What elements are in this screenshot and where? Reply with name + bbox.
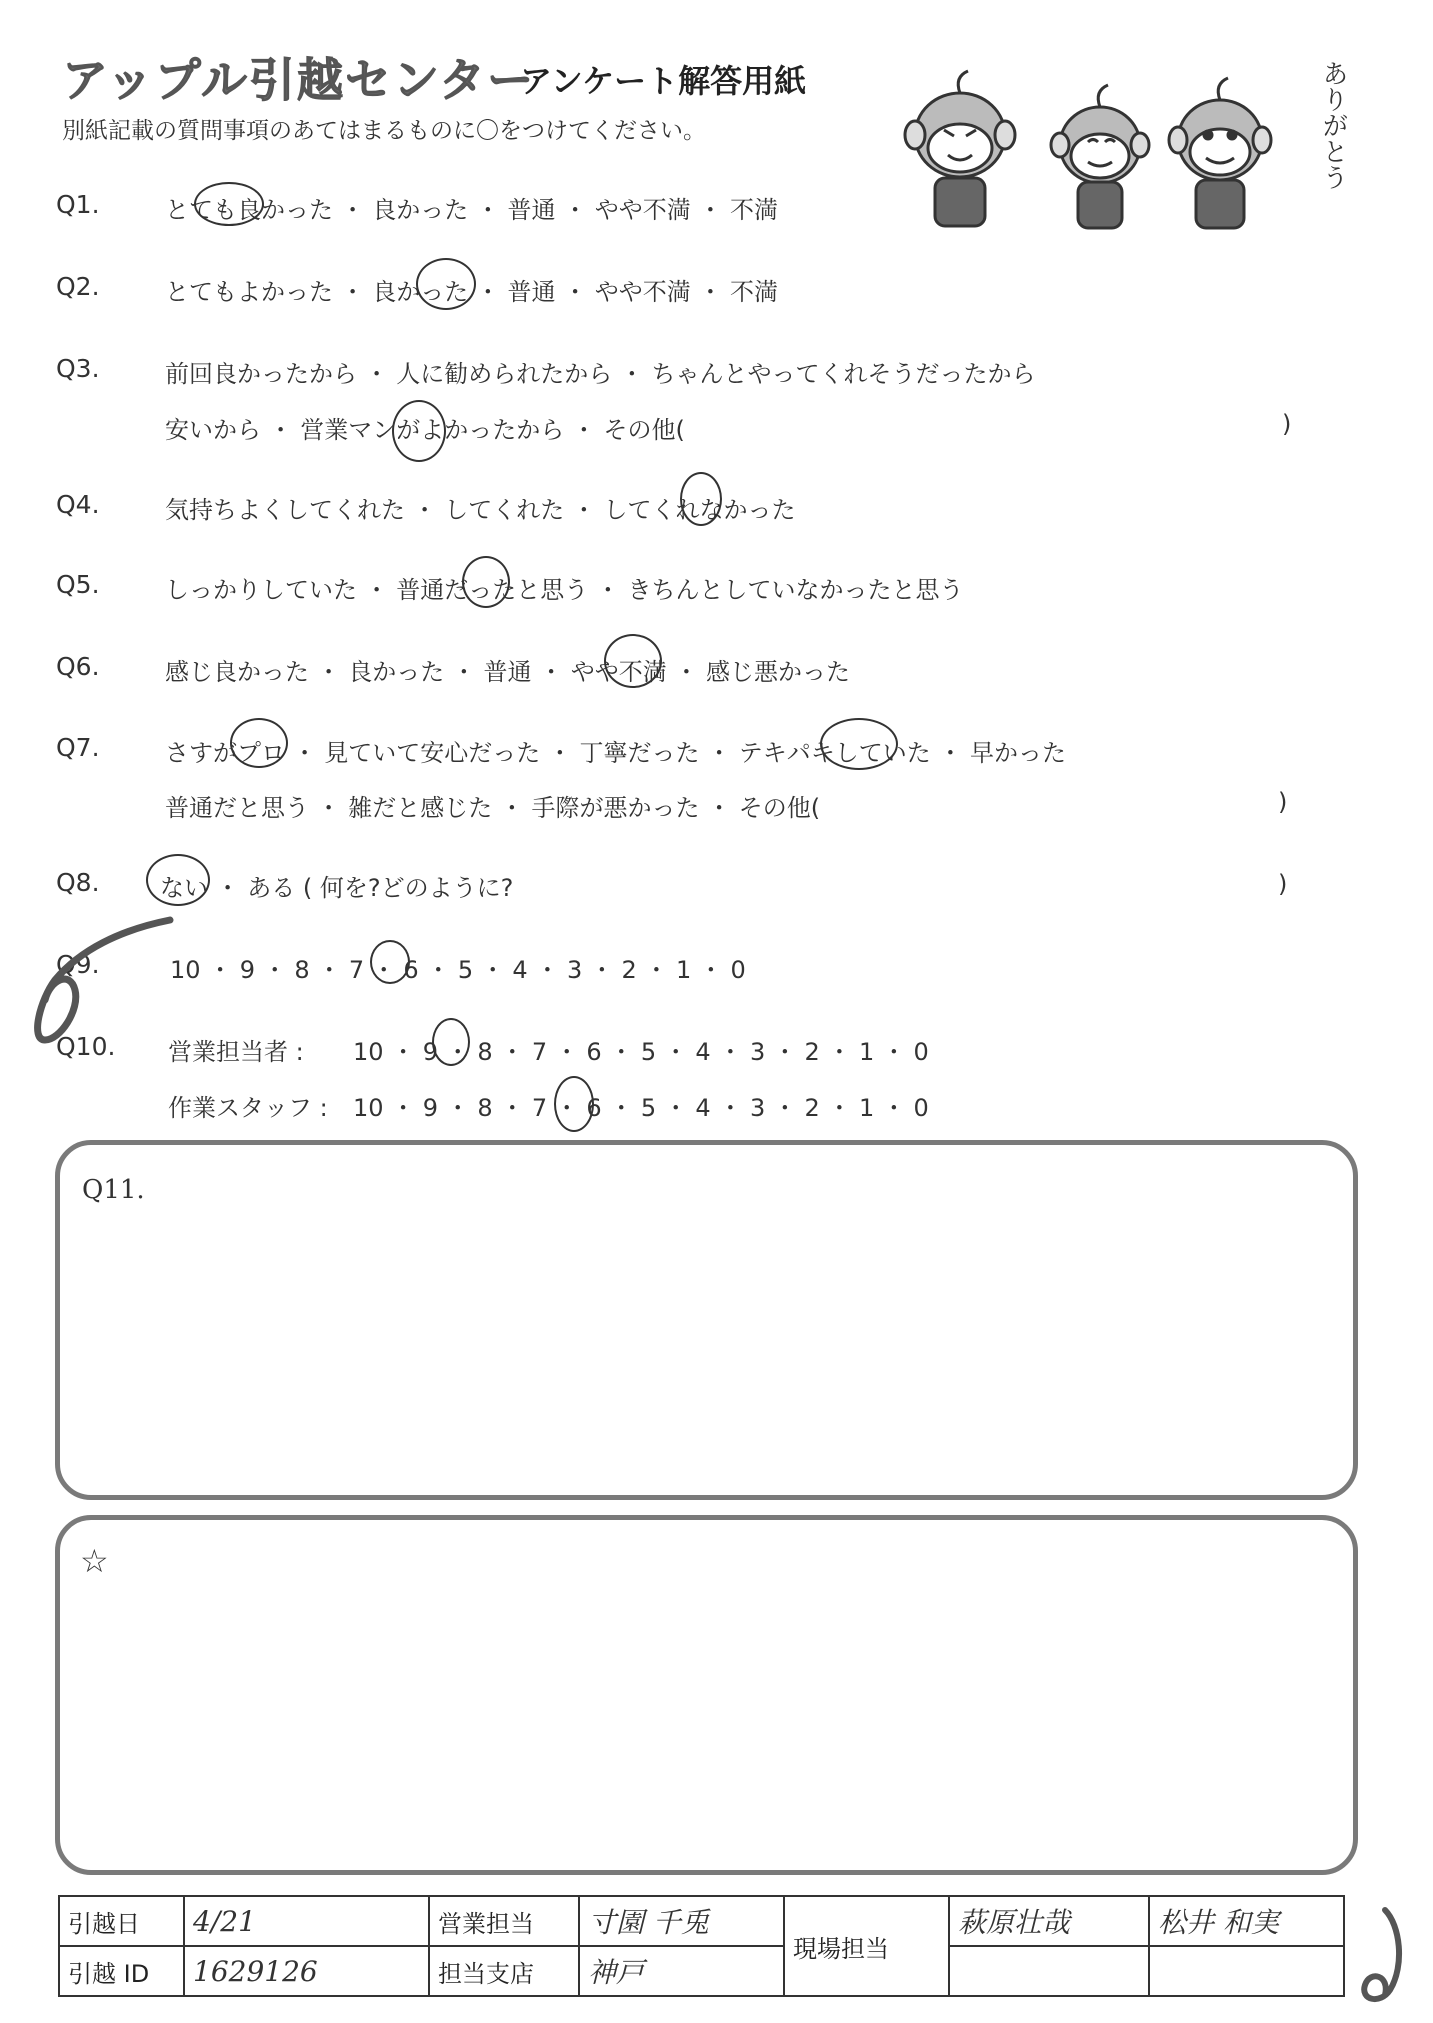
- q10-sales-scale[interactable]: 10 ・ 9 ・ 8 ・ 7 ・ 6 ・ 5 ・ 4 ・ 3 ・ 2 ・ 1 ・ 0: [353, 1038, 929, 1066]
- q3-options-line1[interactable]: 前回良かったから ・ 人に勧められたから ・ ちゃんとやってくれそうだったから: [165, 360, 1036, 388]
- q3-selection-mark: [392, 400, 446, 462]
- q8-options[interactable]: ない ・ ある ( 何を?どのように?: [160, 874, 514, 902]
- site-rep-extra-1[interactable]: [949, 1946, 1149, 1996]
- branch-value[interactable]: 神戸: [579, 1946, 784, 1996]
- sales-rep-value[interactable]: 寸園 千兎: [579, 1896, 784, 1946]
- q9-selection-mark: [370, 940, 410, 984]
- q2-number: Q2.: [56, 272, 100, 301]
- company-title: アップル引越センター: [62, 53, 536, 107]
- q10-staff-selection-mark: [554, 1076, 594, 1132]
- q4-selection-mark: [680, 472, 722, 526]
- q9-scale[interactable]: 10 ・ 9 ・ 8 ・ 7 ・ 6 ・ 5 ・ 4 ・ 3 ・ 2 ・ 1 ・ 0: [170, 956, 746, 984]
- q7-selection-mark-1: [230, 718, 288, 768]
- q8-selection-mark: [146, 854, 210, 906]
- q10-sales-label: 営業担当者 :: [168, 1038, 304, 1066]
- q1-options[interactable]: とても良かった ・ 良かった ・ 普通 ・ やや不満 ・ 不満: [165, 196, 779, 224]
- q6-selection-mark: [604, 634, 662, 688]
- mascot-illustration: [900, 60, 1310, 240]
- q3-number: Q3.: [56, 354, 100, 383]
- q5-number: Q5.: [56, 570, 100, 599]
- q7-options-line2[interactable]: 普通だと思う ・ 雑だと感じた ・ 手際が悪かった ・ その他(: [165, 794, 821, 822]
- q5-options[interactable]: しっかりしていた ・ 普通だったと思う ・ きちんとしていなかったと思う: [165, 576, 964, 604]
- q3-options-line2[interactable]: 安いから ・ 営業マンがよかったから ・ その他(: [165, 416, 685, 444]
- footer-info-table: [58, 1895, 1345, 1997]
- star-label: ☆: [80, 1542, 109, 1580]
- thanks-text: ありがとう: [1318, 60, 1348, 190]
- move-id-value[interactable]: 1629126: [184, 1946, 429, 1996]
- q8-close-paren: ): [1278, 870, 1288, 898]
- sales-rep-label: 営業担当: [429, 1896, 579, 1946]
- q1-selection-mark: [194, 182, 264, 226]
- q7-number: Q7.: [56, 733, 100, 762]
- q2-selection-mark: [416, 258, 476, 310]
- q10-staff-label: 作業スタッフ :: [168, 1094, 328, 1122]
- q10-number: Q10.: [56, 1032, 116, 1061]
- q7-close-paren: ): [1278, 788, 1288, 816]
- q10-staff-scale[interactable]: 10 ・ 9 ・ 8 ・ 7 ・ 6 ・ 5 ・ 4 ・ 3 ・ 2 ・ 1 ・ 0: [353, 1094, 929, 1122]
- q11-label: Q11.: [82, 1175, 145, 1205]
- q4-number: Q4.: [56, 490, 100, 519]
- q1-number: Q1.: [56, 190, 100, 219]
- form-subtitle: アンケート解答用紙: [520, 62, 807, 100]
- q2-options[interactable]: とてもよかった ・ 良かった ・ 普通 ・ やや不満 ・ 不満: [165, 278, 779, 306]
- q3-close-paren: ): [1282, 410, 1292, 438]
- q6-options[interactable]: 感じ良かった ・ 良かった ・ 普通 ・ やや不満 ・ 感じ悪かった: [165, 658, 851, 686]
- branch-label: 担当支店: [429, 1946, 579, 1996]
- comment-box[interactable]: [55, 1515, 1358, 1875]
- site-rep-label: 現場担当: [784, 1896, 949, 1996]
- corner-pen-stroke: [1345, 1905, 1415, 2015]
- site-rep-2-value[interactable]: 松井 和実: [1149, 1896, 1344, 1946]
- q8-number: Q8.: [56, 868, 100, 897]
- q4-options[interactable]: 気持ちよくしてくれた ・ してくれた ・ してくれなかった: [165, 496, 796, 524]
- q7-options-line1[interactable]: さすがプロ ・ 見ていて安心だった ・ 丁寧だった ・ テキパキしていた ・ 早かった: [165, 739, 1067, 767]
- q10-sales-selection-mark: [432, 1018, 470, 1066]
- instruction-text: 別紙記載の質問事項のあてはまるものに〇をつけてください。: [62, 118, 706, 144]
- move-date-value[interactable]: 4/21: [184, 1896, 429, 1946]
- move-date-label: 引越日: [59, 1896, 184, 1946]
- site-rep-1-value[interactable]: 萩原壮哉: [949, 1896, 1149, 1946]
- move-id-label: 引越 ID: [59, 1946, 184, 1996]
- q7-selection-mark-2: [820, 718, 898, 770]
- q11-answer-box[interactable]: [55, 1140, 1358, 1500]
- q9-number: Q9.: [56, 950, 100, 979]
- q6-number: Q6.: [56, 652, 100, 681]
- site-rep-extra-2[interactable]: [1149, 1946, 1344, 1996]
- q5-selection-mark: [462, 556, 510, 608]
